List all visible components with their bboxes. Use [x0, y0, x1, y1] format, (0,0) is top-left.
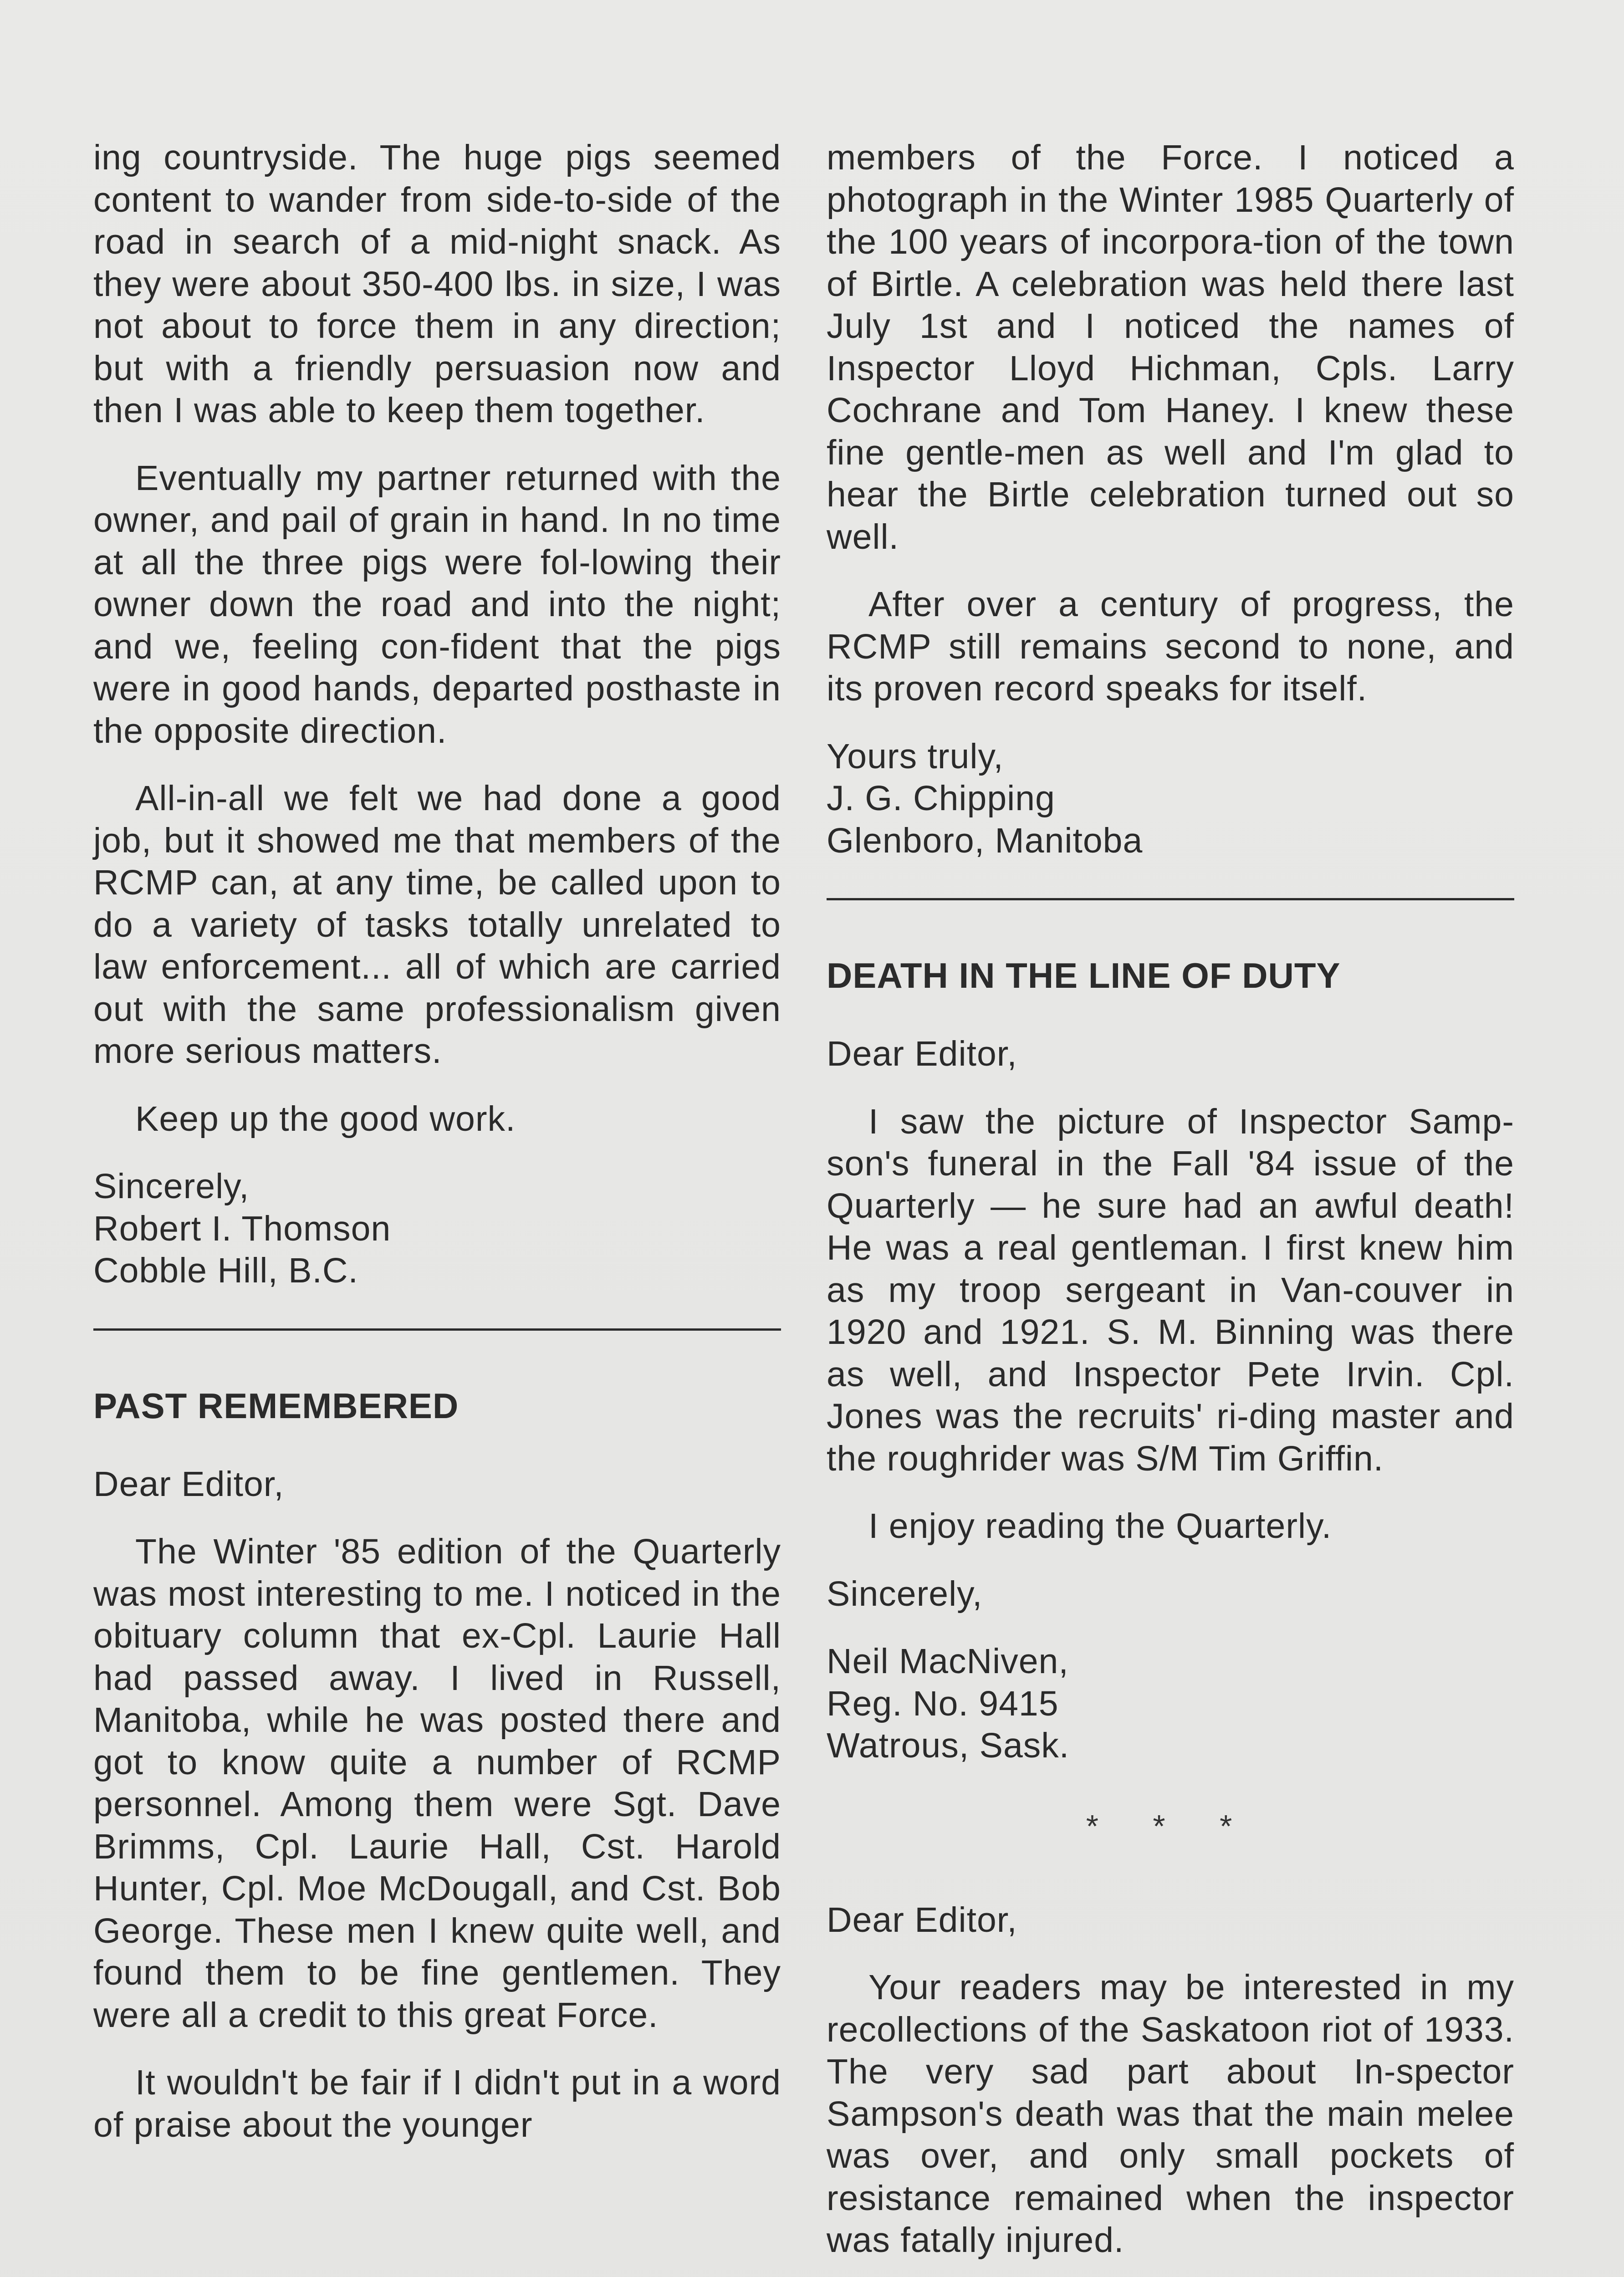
- letter-continuation-paragraph: ing countryside. The huge pigs seemed content to wander from side-to-side of the road in search of a mid-night snack. As they were about 350-400 lbs. in size, I was not about to force them in any direction; but with a friendly persuasion now and then I was able to keep them together.: [93, 138, 781, 430]
- signature-block: [827, 1640, 1514, 1767]
- signature-closing: Sincerely,: [93, 1167, 250, 1206]
- salutation: Dear Editor,: [827, 1034, 1017, 1073]
- salutation: Dear Editor,: [827, 1900, 1017, 1940]
- letter-paragraph: I saw the picture of Inspector Samp-son's funeral in the Fall '84 issue of the Quarterly — he sure had an awful death! He was a real gentleman. I first knew him as my troop sergeant in Van-couver in 1920 and 1921. S. M. Binning was there as well, and Inspector Pete Irvin. Cpl. Jones was the recruits' ri-ding master and the roughrider was S/M Tim Griffin.: [827, 1102, 1514, 1478]
- signature-place: Cobble Hill, B.C.: [93, 1251, 358, 1290]
- letter-paragraph: Your readers may be interested in my recollections of the Saskatoon riot of 1933. The very sad part about In-spector Sampson's death was that the main melee was over, and only small pockets of resistance remained when the inspector was fatally injured.: [827, 1968, 1514, 2260]
- letter-paragraph: All-in-all we felt we had done a good job, but it showed me that members of the RCMP can, at any time, be called upon to do a variety of tasks totally unrelated to law enforcement... all of which are carried out with the same professionalism given more serious matters.: [93, 779, 781, 1071]
- signature-name: Neil MacNiven,: [827, 1642, 1069, 1681]
- section-heading: DEATH IN THE LINE OF DUTY: [827, 955, 1341, 996]
- section-divider: [827, 898, 1514, 900]
- section-separator-stars: * * *: [1086, 1808, 1255, 1844]
- signature-name: J. G. Chipping: [827, 779, 1055, 818]
- salutation: Dear Editor,: [93, 1464, 284, 1504]
- section-divider: [93, 1328, 781, 1331]
- letter-paragraph: The Winter '85 edition of the Quarterly was most interesting to me. I noticed in the obituary column that ex-Cpl. Laurie Hall had passed away. I lived in Russell, Manitoba, while he was posted there and got to know quite a number of RCMP personnel. Among them were Sgt. Dave Brimms, Cpl. Laurie Hall, Cst. Harold Hunter, Cpl. Moe McDougall, and Cst. Bob George. These men I knew quite well, and found them to be fine gentlemen. They were all a credit to this great Force.: [93, 1532, 781, 2035]
- left-column: [93, 137, 781, 2171]
- letter-continuation-paragraph: members of the Force. I noticed a photograph in the Winter 1985 Quarterly of the 100 years of incorpora-tion of the town of Birtle. A celebration was held there last July 1st and I noticed the names of Inspector Lloyd Hichman, Cpls. Larry Cochrane and Tom Haney. I knew these fine gentle-men as well and I'm glad to hear the Birtle celebration turned out so well.: [827, 138, 1514, 556]
- signature-block: [827, 1573, 1514, 1615]
- signature-place: Glenboro, Manitoba: [827, 821, 1143, 860]
- signature-block: [93, 1165, 781, 1292]
- signature-closing: Yours truly,: [827, 736, 1004, 776]
- letter-paragraph: Eventually my partner returned with the owner, and pail of grain in hand. In no time at all the three pigs were fol-lowing their owner down the road and into the night; and we, feeling con-fident that the pigs were in good hands, departed posthaste in the opposite direction.: [93, 458, 781, 750]
- letter-paragraph: After over a century of progress, the RCMP still remains second to none, and its proven record speaks for itself.: [827, 585, 1514, 708]
- signature-block: [827, 735, 1514, 862]
- signature-name: Robert I. Thomson: [93, 1209, 391, 1248]
- right-column: [827, 137, 1514, 2277]
- signature-closing: Sincerely,: [827, 1574, 983, 1613]
- letter-closing-line: I enjoy reading the Quarterly.: [868, 1506, 1332, 1546]
- section-heading: PAST REMEMBERED: [93, 1385, 459, 1426]
- signature-place: Watrous, Sask.: [827, 1726, 1070, 1765]
- letter-closing-line: Keep up the good work.: [135, 1099, 516, 1138]
- signature-registration: Reg. No. 9415: [827, 1684, 1059, 1723]
- letter-paragraph: It wouldn't be fair if I didn't put in a word of praise about the younger: [93, 2063, 781, 2144]
